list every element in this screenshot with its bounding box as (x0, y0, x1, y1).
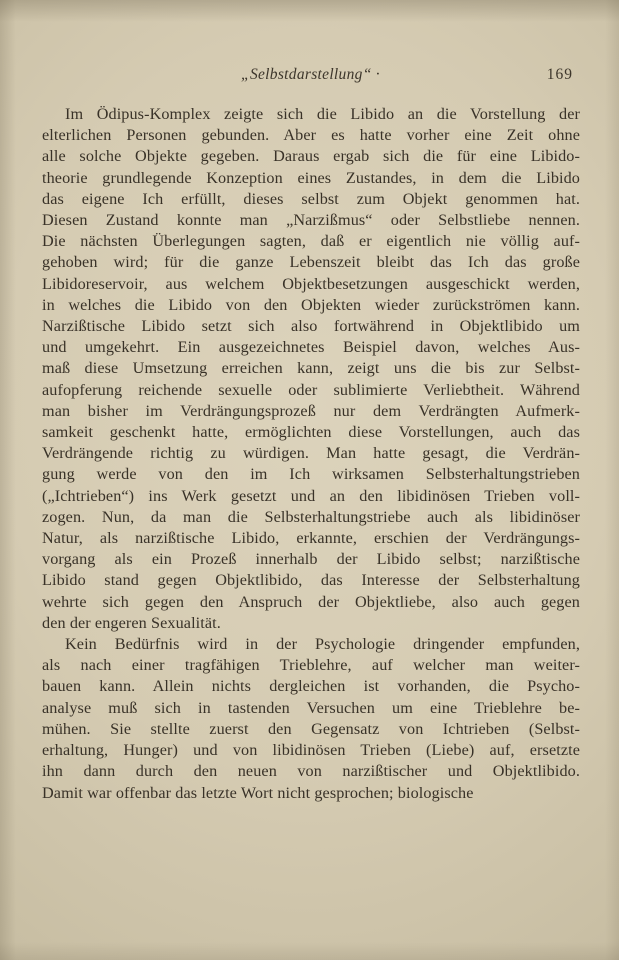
text-line: Verdrängende richtig zu würdigen. Man hatte gesagt, die Verdrän- (42, 444, 580, 463)
text-line: bauen kann. Allein nichts dergleichen ist vorhanden, die Psycho- (42, 677, 580, 696)
text-line: den der engeren Sexualität. (42, 613, 221, 632)
text-line: Narzißtische Libido setzt sich also fortwährend in Objektlibido um (42, 317, 580, 336)
text-line: erhaltung, Hunger) und von libidinösen Trieben (Liebe) auf, ersetzte (42, 741, 580, 760)
text-line: samkeit geschenkt hatte, ermöglichten diese Vorstellungen, auch das (42, 423, 580, 442)
text-line: Kein Bedürfnis wird in der Psychologie dringender empfunden, (65, 635, 580, 654)
running-header (42, 66, 579, 86)
text-line: („Ichtrieben“) ins Werk gesetzt und an den libidinösen Trieben voll- (42, 486, 580, 505)
text-line: mühen. Sie stellte zuerst den Gegensatz von Ichtrieben (Selbst- (42, 719, 580, 738)
text-line: vorgang als ein Prozeß innerhalb der Libido selbst; narzißtische (42, 550, 580, 569)
page-number: 169 (546, 66, 573, 83)
text-line: Libidoreservoir, aus welchem Objektbesetzungen ausgeschickt werden, (42, 274, 580, 293)
text-line: Diesen Zustand konnte man „Narzißmus“ oder Selbstliebe nennen. (42, 211, 580, 230)
text-line: und umgekehrt. Ein ausgezeichnetes Beispiel davon, welches Aus- (42, 338, 580, 357)
text-line: theorie grundlegende Konzeption eines Zustandes, in dem die Libido (42, 168, 580, 187)
text-line: Libido stand gegen Objektlibido, das Interesse der Selbsterhaltung (42, 571, 580, 590)
text-line: Damit war offenbar das letzte Wort nicht gesprochen; biologische (42, 783, 474, 802)
text-line: wehrte sich gegen den Anspruch der Objektliebe, also auch gegen (42, 592, 580, 611)
text-line: elterlichen Personen gebunden. Aber es hatte vorher eine Zeit ohne (42, 126, 580, 145)
text-line: aufopferung reichende sexuelle oder sublimierte Verliebtheit. Während (42, 380, 580, 399)
text-line: in welches die Libido von den Objekten wieder zurückströmen kann. (42, 295, 580, 314)
paragraph (42, 634, 580, 804)
page-body (42, 104, 580, 804)
text-line: zogen. Nun, da man die Selbsterhaltungstriebe auch als libidinöser (42, 507, 580, 526)
text-line: Im Ödipus-Komplex zeigte sich die Libido an die Vorstellung der (65, 105, 580, 123)
text-line: Natur, als narzißtische Libido, erkannte, erschien der Verdrängungs- (42, 529, 580, 548)
text-line: das eigene Ich erfüllt, dieses selbst zum Objekt genommen hat. (42, 189, 580, 208)
running-header-title: „Selbstdarstellung“ · (241, 66, 380, 83)
text-line: gehoben wird; für die ganze Lebenszeit bleibt das Ich das große (42, 253, 580, 272)
text-line: man bisher im Verdrängungsprozeß nur dem Verdrängten Aufmerk- (42, 401, 580, 420)
text-line: maß diese Umsetzung erreichen kann, zeigt uns die bis zur Selbst- (42, 359, 580, 378)
text-line: analyse muß sich in tastenden Versuchen um eine Trieblehre be- (42, 698, 580, 717)
text-line: als nach einer tragfähigen Trieblehre, auf welcher man weiter- (42, 656, 580, 675)
text-line: Die nächsten Überlegungen sagten, daß er eigentlich nie völlig auf- (42, 232, 580, 251)
text-line: ihn dann durch den neuen von narzißtischer und Objektlibido. (42, 762, 580, 781)
text-line: gung werde von den im Ich wirksamen Selbsterhaltungstrieben (42, 465, 580, 484)
text-line: alle solche Objekte gegeben. Daraus ergab sich die für eine Libido- (42, 147, 580, 166)
paragraph (42, 104, 580, 634)
